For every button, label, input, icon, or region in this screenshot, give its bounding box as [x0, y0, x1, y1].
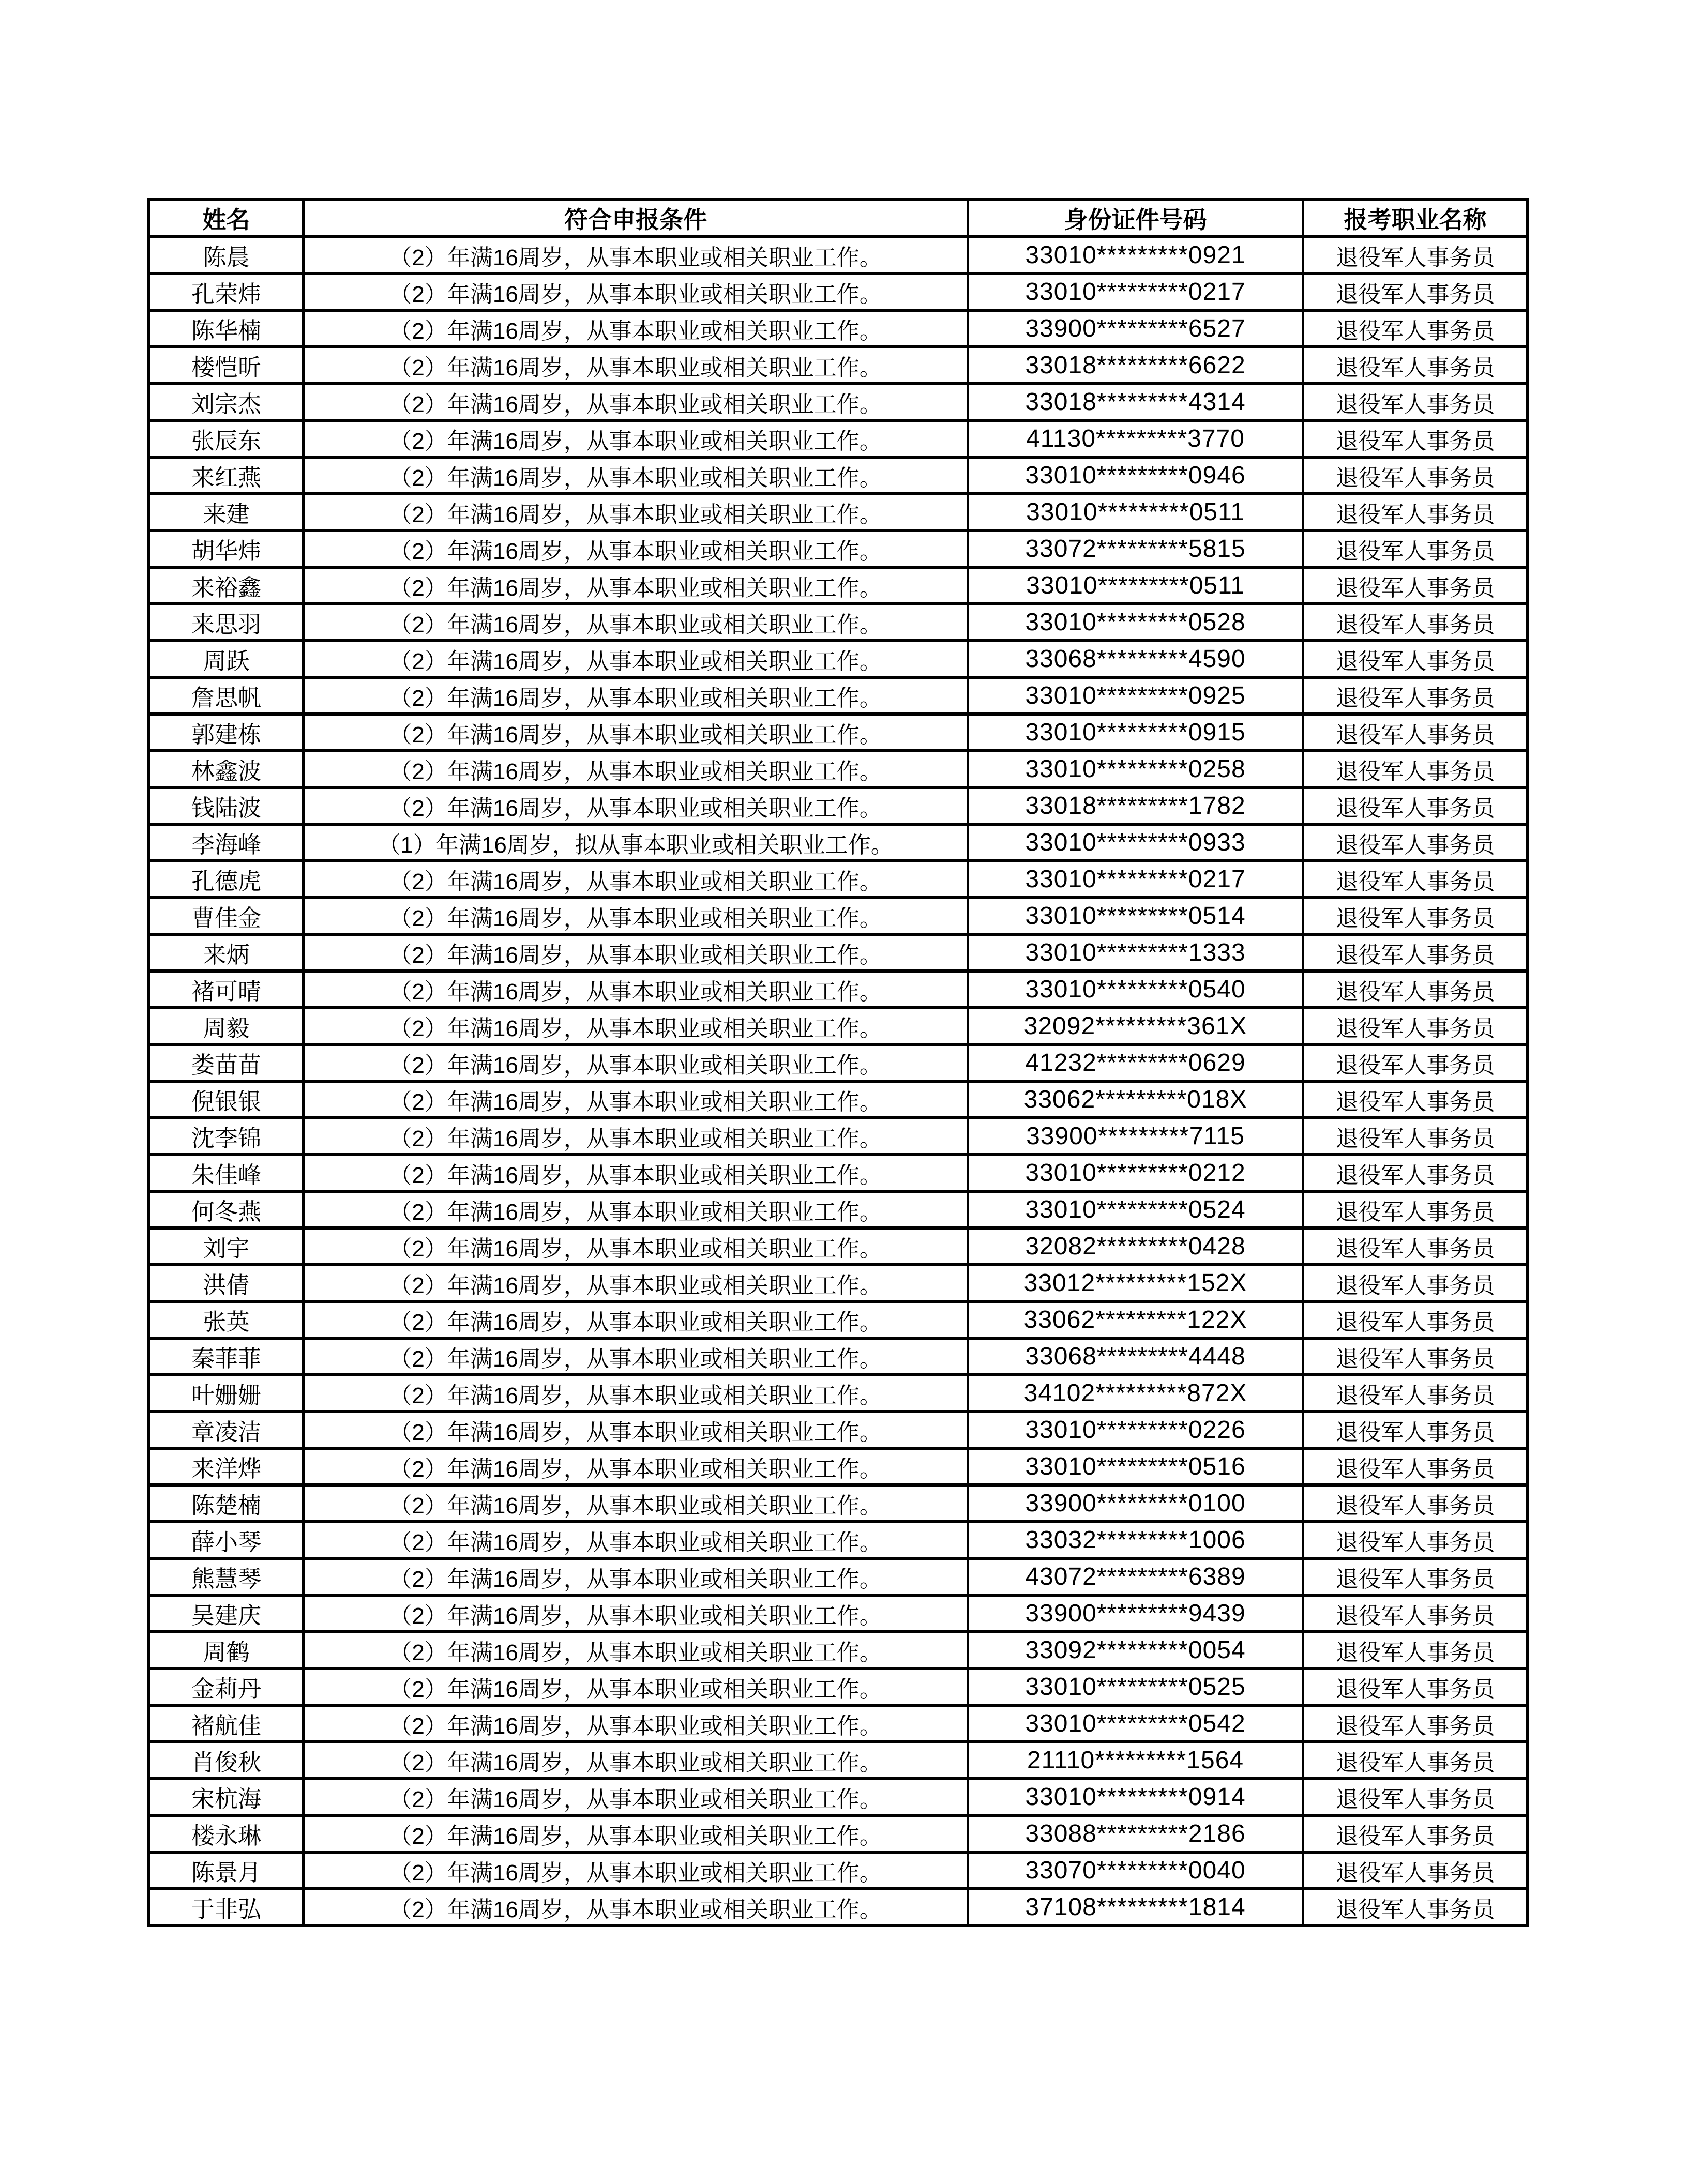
cell-id-number: 33010*********0217	[968, 274, 1303, 310]
cell-applicant-name: 刘宗杰	[149, 384, 304, 420]
cell-applicant-name: 张英	[149, 1301, 304, 1338]
cell-id-number: 33010*********0525	[968, 1669, 1303, 1705]
table-row	[149, 530, 1528, 567]
cell-applicant-name: 叶姗姗	[149, 1375, 304, 1412]
cell-condition: （2）年满16周岁，从事本职业或相关职业工作。	[304, 1522, 968, 1558]
cell-id-number: 33010*********0915	[968, 714, 1303, 751]
cell-condition: （2）年满16周岁，从事本职业或相关职业工作。	[304, 1632, 968, 1669]
cell-applicant-name: 陈晨	[149, 237, 304, 274]
column-header-name: 姓名	[149, 200, 304, 237]
cell-applicant-name: 陈华楠	[149, 310, 304, 347]
table-row	[149, 1338, 1528, 1375]
cell-job-title: 退役军人事务员	[1303, 898, 1528, 934]
cell-condition: （2）年满16周岁，从事本职业或相关职业工作。	[304, 457, 968, 494]
table-row	[149, 1412, 1528, 1448]
cell-condition: （2）年满16周岁，从事本职业或相关职业工作。	[304, 1301, 968, 1338]
cell-job-title: 退役军人事务员	[1303, 1228, 1528, 1265]
table-row	[149, 1008, 1528, 1044]
cell-condition: （2）年满16周岁，从事本职业或相关职业工作。	[304, 861, 968, 898]
cell-job-title: 退役军人事务员	[1303, 1081, 1528, 1118]
table-row	[149, 237, 1528, 274]
cell-condition: （2）年满16周岁，从事本职业或相关职业工作。	[304, 1558, 968, 1595]
cell-job-title: 退役军人事务员	[1303, 1008, 1528, 1044]
table-row	[149, 1155, 1528, 1191]
table-row	[149, 457, 1528, 494]
cell-job-title: 退役军人事务员	[1303, 1705, 1528, 1742]
cell-condition: （2）年满16周岁，从事本职业或相关职业工作。	[304, 1265, 968, 1301]
table-row	[149, 420, 1528, 457]
cell-job-title: 退役军人事务员	[1303, 1852, 1528, 1889]
table-row	[149, 1522, 1528, 1558]
cell-applicant-name: 来洋烨	[149, 1448, 304, 1485]
cell-condition: （2）年满16周岁，从事本职业或相关职业工作。	[304, 1191, 968, 1228]
cell-applicant-name: 周鹤	[149, 1632, 304, 1669]
cell-job-title: 退役军人事务员	[1303, 494, 1528, 530]
cell-condition: （2）年满16周岁，从事本职业或相关职业工作。	[304, 1412, 968, 1448]
cell-job-title: 退役军人事务员	[1303, 1558, 1528, 1595]
cell-id-number: 33010*********0921	[968, 237, 1303, 274]
cell-condition: （2）年满16周岁，从事本职业或相关职业工作。	[304, 604, 968, 641]
cell-id-number: 32092*********361X	[968, 1008, 1303, 1044]
cell-applicant-name: 詹思帆	[149, 677, 304, 714]
cell-condition: （2）年满16周岁，从事本职业或相关职业工作。	[304, 1155, 968, 1191]
table-row	[149, 824, 1528, 861]
cell-job-title: 退役军人事务员	[1303, 1485, 1528, 1522]
cell-id-number: 21110*********1564	[968, 1742, 1303, 1779]
cell-job-title: 退役军人事务员	[1303, 1265, 1528, 1301]
cell-condition: （2）年满16周岁，从事本职业或相关职业工作。	[304, 494, 968, 530]
cell-condition: （2）年满16周岁，从事本职业或相关职业工作。	[304, 310, 968, 347]
cell-condition: （2）年满16周岁，从事本职业或相关职业工作。	[304, 1375, 968, 1412]
cell-applicant-name: 曹佳金	[149, 898, 304, 934]
cell-condition: （2）年满16周岁，从事本职业或相关职业工作。	[304, 530, 968, 567]
cell-condition: （2）年满16周岁，从事本职业或相关职业工作。	[304, 1779, 968, 1815]
table-row	[149, 1669, 1528, 1705]
cell-id-number: 33900*********0100	[968, 1485, 1303, 1522]
table-row	[149, 677, 1528, 714]
table-row	[149, 567, 1528, 604]
cell-applicant-name: 钱陆波	[149, 787, 304, 824]
cell-job-title: 退役军人事务员	[1303, 1301, 1528, 1338]
cell-condition: （2）年满16周岁，从事本职业或相关职业工作。	[304, 677, 968, 714]
table-row	[149, 1375, 1528, 1412]
cell-job-title: 退役军人事务员	[1303, 384, 1528, 420]
table-row	[149, 384, 1528, 420]
cell-id-number: 33018*********1782	[968, 787, 1303, 824]
column-header-condition: 符合申报条件	[304, 200, 968, 237]
cell-job-title: 退役军人事务员	[1303, 1448, 1528, 1485]
cell-id-number: 33900*********9439	[968, 1595, 1303, 1632]
cell-applicant-name: 娄苗苗	[149, 1044, 304, 1081]
cell-job-title: 退役军人事务员	[1303, 567, 1528, 604]
cell-id-number: 33010*********0514	[968, 898, 1303, 934]
cell-applicant-name: 周毅	[149, 1008, 304, 1044]
table-row	[149, 604, 1528, 641]
cell-id-number: 33018*********4314	[968, 384, 1303, 420]
cell-applicant-name: 孔德虎	[149, 861, 304, 898]
cell-id-number: 33010*********0524	[968, 1191, 1303, 1228]
table-row	[149, 861, 1528, 898]
cell-condition: （2）年满16周岁，从事本职业或相关职业工作。	[304, 934, 968, 971]
table-row	[149, 1558, 1528, 1595]
cell-applicant-name: 吴建庆	[149, 1595, 304, 1632]
cell-applicant-name: 秦菲菲	[149, 1338, 304, 1375]
cell-id-number: 33010*********1333	[968, 934, 1303, 971]
cell-id-number: 33010*********0933	[968, 824, 1303, 861]
table-row	[149, 1632, 1528, 1669]
table-row	[149, 1301, 1528, 1338]
cell-job-title: 退役军人事务员	[1303, 420, 1528, 457]
cell-condition: （2）年满16周岁，从事本职业或相关职业工作。	[304, 237, 968, 274]
cell-condition: （2）年满16周岁，从事本职业或相关职业工作。	[304, 1485, 968, 1522]
cell-id-number: 32082*********0428	[968, 1228, 1303, 1265]
cell-job-title: 退役军人事务员	[1303, 677, 1528, 714]
cell-id-number: 33072*********5815	[968, 530, 1303, 567]
table-row	[149, 1118, 1528, 1155]
cell-condition: （2）年满16周岁，从事本职业或相关职业工作。	[304, 787, 968, 824]
cell-job-title: 退役军人事务员	[1303, 971, 1528, 1008]
cell-job-title: 退役军人事务员	[1303, 1779, 1528, 1815]
cell-job-title: 退役军人事务员	[1303, 787, 1528, 824]
cell-condition: （2）年满16周岁，从事本职业或相关职业工作。	[304, 1595, 968, 1632]
cell-applicant-name: 李海峰	[149, 824, 304, 861]
cell-applicant-name: 周跃	[149, 641, 304, 677]
cell-id-number: 43072*********6389	[968, 1558, 1303, 1595]
cell-applicant-name: 熊慧琴	[149, 1558, 304, 1595]
cell-condition: （2）年满16周岁，从事本职业或相关职业工作。	[304, 1118, 968, 1155]
cell-applicant-name: 倪银银	[149, 1081, 304, 1118]
cell-applicant-name: 张辰东	[149, 420, 304, 457]
cell-id-number: 33010*********0516	[968, 1448, 1303, 1485]
cell-condition: （2）年满16周岁，从事本职业或相关职业工作。	[304, 1044, 968, 1081]
cell-applicant-name: 郭建栋	[149, 714, 304, 751]
roster-table-body	[149, 237, 1528, 1925]
cell-applicant-name: 褚航佳	[149, 1705, 304, 1742]
cell-job-title: 退役军人事务员	[1303, 1155, 1528, 1191]
table-row	[149, 1044, 1528, 1081]
cell-applicant-name: 何冬燕	[149, 1191, 304, 1228]
table-row	[149, 1889, 1528, 1925]
cell-applicant-name: 肖俊秋	[149, 1742, 304, 1779]
cell-job-title: 退役军人事务员	[1303, 1118, 1528, 1155]
cell-id-number: 33018*********6622	[968, 347, 1303, 384]
cell-job-title: 退役军人事务员	[1303, 714, 1528, 751]
cell-condition: （2）年满16周岁，从事本职业或相关职业工作。	[304, 274, 968, 310]
cell-job-title: 退役军人事务员	[1303, 1522, 1528, 1558]
cell-applicant-name: 来思羽	[149, 604, 304, 641]
table-row	[149, 1485, 1528, 1522]
cell-id-number: 33070*********0040	[968, 1852, 1303, 1889]
cell-condition: （2）年满16周岁，从事本职业或相关职业工作。	[304, 1815, 968, 1852]
table-row	[149, 1448, 1528, 1485]
cell-job-title: 退役军人事务员	[1303, 861, 1528, 898]
cell-condition: （2）年满16周岁，从事本职业或相关职业工作。	[304, 751, 968, 787]
cell-applicant-name: 朱佳峰	[149, 1155, 304, 1191]
cell-applicant-name: 林鑫波	[149, 751, 304, 787]
cell-applicant-name: 于非弘	[149, 1889, 304, 1925]
cell-job-title: 退役军人事务员	[1303, 457, 1528, 494]
table-row	[149, 787, 1528, 824]
cell-job-title: 退役军人事务员	[1303, 1632, 1528, 1669]
cell-job-title: 退役军人事务员	[1303, 1375, 1528, 1412]
table-row	[149, 347, 1528, 384]
cell-applicant-name: 沈李锦	[149, 1118, 304, 1155]
table-row	[149, 971, 1528, 1008]
cell-applicant-name: 薛小琴	[149, 1522, 304, 1558]
cell-id-number: 33010*********0212	[968, 1155, 1303, 1191]
cell-applicant-name: 来炳	[149, 934, 304, 971]
cell-id-number: 33010*********0511	[968, 567, 1303, 604]
column-header-job-title: 报考职业名称	[1303, 200, 1528, 237]
cell-job-title: 退役军人事务员	[1303, 237, 1528, 274]
cell-applicant-name: 金莉丹	[149, 1669, 304, 1705]
cell-job-title: 退役军人事务员	[1303, 604, 1528, 641]
cell-condition: （2）年满16周岁，从事本职业或相关职业工作。	[304, 384, 968, 420]
cell-id-number: 33092*********0054	[968, 1632, 1303, 1669]
cell-job-title: 退役军人事务员	[1303, 1191, 1528, 1228]
cell-job-title: 退役军人事务员	[1303, 1889, 1528, 1925]
cell-applicant-name: 褚可晴	[149, 971, 304, 1008]
table-row	[149, 714, 1528, 751]
cell-applicant-name: 来建	[149, 494, 304, 530]
cell-job-title: 退役军人事务员	[1303, 751, 1528, 787]
cell-id-number: 33010*********0217	[968, 861, 1303, 898]
table-row	[149, 1852, 1528, 1889]
cell-applicant-name: 来红燕	[149, 457, 304, 494]
cell-condition: （2）年满16周岁，从事本职业或相关职业工作。	[304, 1081, 968, 1118]
cell-job-title: 退役军人事务员	[1303, 824, 1528, 861]
table-row	[149, 1595, 1528, 1632]
cell-condition: （2）年满16周岁，从事本职业或相关职业工作。	[304, 1852, 968, 1889]
cell-job-title: 退役军人事务员	[1303, 530, 1528, 567]
cell-applicant-name: 陈景月	[149, 1852, 304, 1889]
cell-applicant-name: 楼恺昕	[149, 347, 304, 384]
table-row	[149, 310, 1528, 347]
table-row	[149, 274, 1528, 310]
cell-id-number: 41232*********0629	[968, 1044, 1303, 1081]
cell-applicant-name: 刘宇	[149, 1228, 304, 1265]
table-row	[149, 898, 1528, 934]
cell-id-number: 33032*********1006	[968, 1522, 1303, 1558]
cell-id-number: 33010*********0540	[968, 971, 1303, 1008]
cell-condition: （2）年满16周岁，从事本职业或相关职业工作。	[304, 898, 968, 934]
cell-job-title: 退役军人事务员	[1303, 310, 1528, 347]
cell-applicant-name: 洪倩	[149, 1265, 304, 1301]
table-row	[149, 1228, 1528, 1265]
cell-condition: （2）年满16周岁，从事本职业或相关职业工作。	[304, 1228, 968, 1265]
cell-condition: （2）年满16周岁，从事本职业或相关职业工作。	[304, 347, 968, 384]
cell-id-number: 33088*********2186	[968, 1815, 1303, 1852]
cell-condition: （2）年满16周岁，从事本职业或相关职业工作。	[304, 1742, 968, 1779]
cell-id-number: 41130*********3770	[968, 420, 1303, 457]
cell-id-number: 33068*********4448	[968, 1338, 1303, 1375]
cell-id-number: 33012*********152X	[968, 1265, 1303, 1301]
cell-id-number: 33062*********122X	[968, 1301, 1303, 1338]
table-row	[149, 934, 1528, 971]
cell-condition: （2）年满16周岁，从事本职业或相关职业工作。	[304, 1448, 968, 1485]
cell-job-title: 退役军人事务员	[1303, 1669, 1528, 1705]
column-header-id-number: 身份证件号码	[968, 200, 1303, 237]
cell-job-title: 退役军人事务员	[1303, 1815, 1528, 1852]
cell-condition: （2）年满16周岁，从事本职业或相关职业工作。	[304, 420, 968, 457]
cell-condition: （2）年满16周岁，从事本职业或相关职业工作。	[304, 1338, 968, 1375]
cell-job-title: 退役军人事务员	[1303, 1595, 1528, 1632]
cell-id-number: 33010*********0258	[968, 751, 1303, 787]
cell-applicant-name: 陈楚楠	[149, 1485, 304, 1522]
cell-condition: （2）年满16周岁，从事本职业或相关职业工作。	[304, 1008, 968, 1044]
cell-applicant-name: 来裕鑫	[149, 567, 304, 604]
cell-id-number: 33010*********0542	[968, 1705, 1303, 1742]
cell-job-title: 退役军人事务员	[1303, 274, 1528, 310]
cell-id-number: 33062*********018X	[968, 1081, 1303, 1118]
cell-applicant-name: 章凌洁	[149, 1412, 304, 1448]
cell-condition: （2）年满16周岁，从事本职业或相关职业工作。	[304, 971, 968, 1008]
table-row	[149, 1191, 1528, 1228]
header-row	[149, 200, 1528, 237]
cell-applicant-name: 胡华炜	[149, 530, 304, 567]
cell-applicant-name: 宋杭海	[149, 1779, 304, 1815]
table-row	[149, 641, 1528, 677]
cell-job-title: 退役军人事务员	[1303, 347, 1528, 384]
cell-id-number: 33010*********0226	[968, 1412, 1303, 1448]
roster-table-container	[147, 198, 1529, 1927]
cell-condition: （2）年满16周岁，从事本职业或相关职业工作。	[304, 1889, 968, 1925]
table-row	[149, 1265, 1528, 1301]
cell-job-title: 退役军人事务员	[1303, 1412, 1528, 1448]
cell-job-title: 退役军人事务员	[1303, 1338, 1528, 1375]
cell-condition: （2）年满16周岁，从事本职业或相关职业工作。	[304, 641, 968, 677]
cell-condition: （2）年满16周岁，从事本职业或相关职业工作。	[304, 1705, 968, 1742]
cell-id-number: 33010*********0914	[968, 1779, 1303, 1815]
table-row	[149, 1815, 1528, 1852]
cell-id-number: 33010*********0528	[968, 604, 1303, 641]
cell-id-number: 33068*********4590	[968, 641, 1303, 677]
cell-id-number: 33010*********0511	[968, 494, 1303, 530]
roster-table-header	[149, 200, 1528, 237]
table-row	[149, 1742, 1528, 1779]
cell-job-title: 退役军人事务员	[1303, 1044, 1528, 1081]
table-row	[149, 494, 1528, 530]
cell-job-title: 退役军人事务员	[1303, 641, 1528, 677]
cell-condition: （2）年满16周岁，从事本职业或相关职业工作。	[304, 714, 968, 751]
cell-id-number: 33010*********0925	[968, 677, 1303, 714]
applicant-roster-table	[147, 198, 1529, 1927]
cell-applicant-name: 楼永琳	[149, 1815, 304, 1852]
cell-id-number: 33900*********7115	[968, 1118, 1303, 1155]
table-row	[149, 751, 1528, 787]
cell-job-title: 退役军人事务员	[1303, 934, 1528, 971]
cell-id-number: 34102*********872X	[968, 1375, 1303, 1412]
table-row	[149, 1081, 1528, 1118]
cell-id-number: 33010*********0946	[968, 457, 1303, 494]
cell-id-number: 33900*********6527	[968, 310, 1303, 347]
cell-condition: （1）年满16周岁，拟从事本职业或相关职业工作。	[304, 824, 968, 861]
cell-job-title: 退役军人事务员	[1303, 1742, 1528, 1779]
table-row	[149, 1779, 1528, 1815]
cell-id-number: 37108*********1814	[968, 1889, 1303, 1925]
cell-condition: （2）年满16周岁，从事本职业或相关职业工作。	[304, 567, 968, 604]
cell-applicant-name: 孔荣炜	[149, 274, 304, 310]
table-row	[149, 1705, 1528, 1742]
cell-condition: （2）年满16周岁，从事本职业或相关职业工作。	[304, 1669, 968, 1705]
